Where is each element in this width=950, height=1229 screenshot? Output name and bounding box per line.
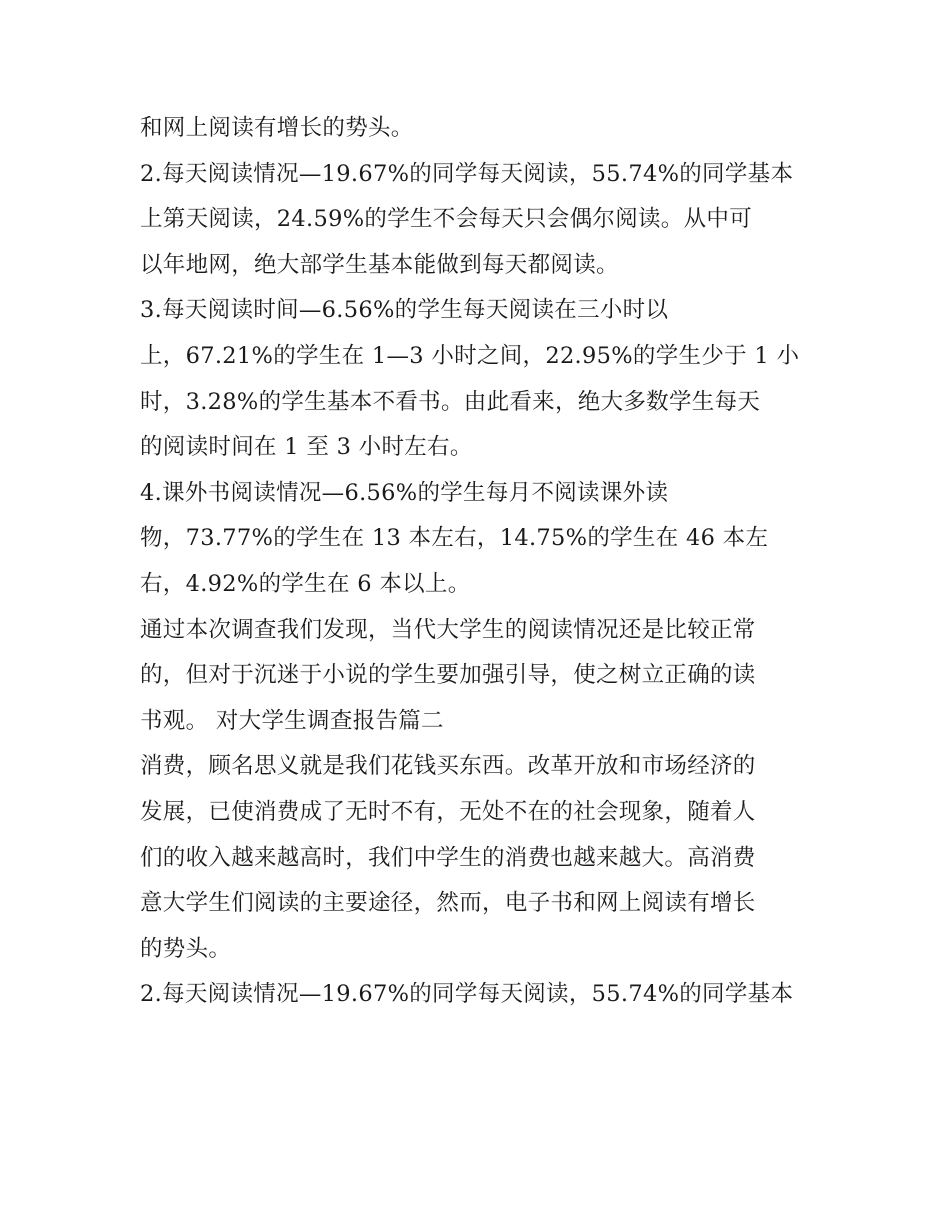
text-line: 上第天阅读，24.59%的学生不会每天只会偶尔阅读。从中可 bbox=[140, 206, 752, 233]
text-line: 以年地网，绝大部学生基本能做到每天都阅读。 bbox=[140, 251, 619, 278]
text-line: 发展，已使消费成了无时不有，无处不在的社会现象，随着人 bbox=[140, 798, 756, 825]
text-line: 4.课外书阅读情况—6.56%的学生每月不阅读课外读 bbox=[140, 479, 669, 506]
text-line: 物，73.77%的学生在 13 本左右，14.75%的学生在 46 本左 bbox=[140, 525, 769, 552]
text-line: 的势头。 bbox=[140, 935, 232, 962]
document-body bbox=[140, 106, 830, 1018]
text-line: 上，67.21%的学生在 1—3 小时之间，22.95%的学生少于 1 小 bbox=[140, 342, 800, 369]
text-line: 意大学生们阅读的主要途径，然而，电子书和网上阅读有增长 bbox=[140, 890, 756, 917]
text-line: 的，但对于沉迷于小说的学生要加强引导，使之树立正确的读 bbox=[140, 662, 756, 689]
text-line: 和网上阅读有增长的势头。 bbox=[140, 115, 414, 141]
text-line: 时，3.28%的学生基本不看书。由此看来，绝大多数学生每天 bbox=[140, 388, 761, 415]
text-line: 通过本次调查我们发现，当代大学生的阅读情况还是比较正常 bbox=[140, 616, 756, 643]
text-line: 消费，顾名思义就是我们花钱买东西。改革开放和市场经济的 bbox=[140, 753, 756, 780]
text-line: 2.每天阅读情况—19.67%的同学每天阅读，55.74%的同学基本 bbox=[140, 981, 794, 1008]
text-line: 右，4.92%的学生在 6 本以上。 bbox=[140, 570, 471, 597]
text-line: 的阅读时间在 1 至 3 小时左右。 bbox=[140, 434, 473, 461]
text-line: 书观。 对大学生调查报告篇二 bbox=[140, 707, 444, 734]
text-line: 们的收入越来越高时，我们中学生的消费也越来越大。高消费 bbox=[140, 844, 756, 871]
text-line: 3.每天阅读时间—6.56%的学生每天阅读在三小时以 bbox=[140, 297, 669, 324]
text-line: 2.每天阅读情况—19.67%的同学每天阅读，55.74%的同学基本 bbox=[140, 160, 794, 187]
